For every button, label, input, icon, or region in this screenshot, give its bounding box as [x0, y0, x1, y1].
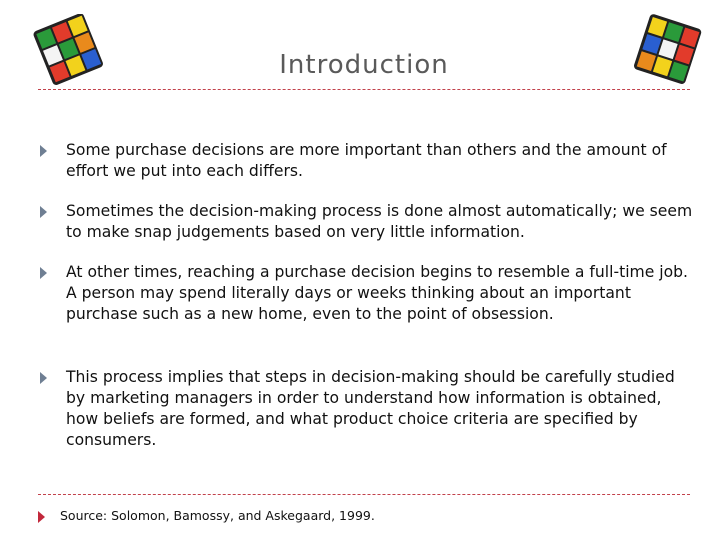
list-item [38, 140, 698, 182]
bullet-text: Some purchase decisions are more important than others and the amount of effort we put into each differs. [66, 141, 667, 180]
bullet-text: At other times, reaching a purchase decision begins to resemble a full-time job. A person may spend literally days or weeks thinking about an important purchase such as a new home, even to the point of obsession. [66, 263, 689, 323]
bullet-text: This process implies that steps in decision-making should be carefully studied by marketing managers in order to understand how information is obtained, how beliefs are formed, and what product choice criteria are specified by consumers. [66, 368, 675, 449]
list-item [38, 262, 698, 325]
bullet-arrow-icon [40, 145, 47, 157]
list-item [38, 367, 698, 451]
footer-arrow-icon [38, 511, 45, 523]
bullet-arrow-icon [40, 267, 47, 279]
title-divider [38, 89, 690, 90]
bullet-list [38, 140, 698, 451]
bullet-text: Sometimes the decision-making process is done almost automatically; we seem to make snap judgements based on very little information. [66, 202, 693, 241]
footer-divider [38, 494, 690, 495]
page-title: Introduction [279, 50, 449, 80]
bullet-arrow-icon [40, 206, 47, 218]
list-item [38, 201, 698, 243]
bullet-arrow-icon [40, 372, 47, 384]
source-text: Source: Solomon, Bamossy, and Askegaard, 1999. [60, 508, 375, 523]
source-citation [38, 508, 375, 523]
